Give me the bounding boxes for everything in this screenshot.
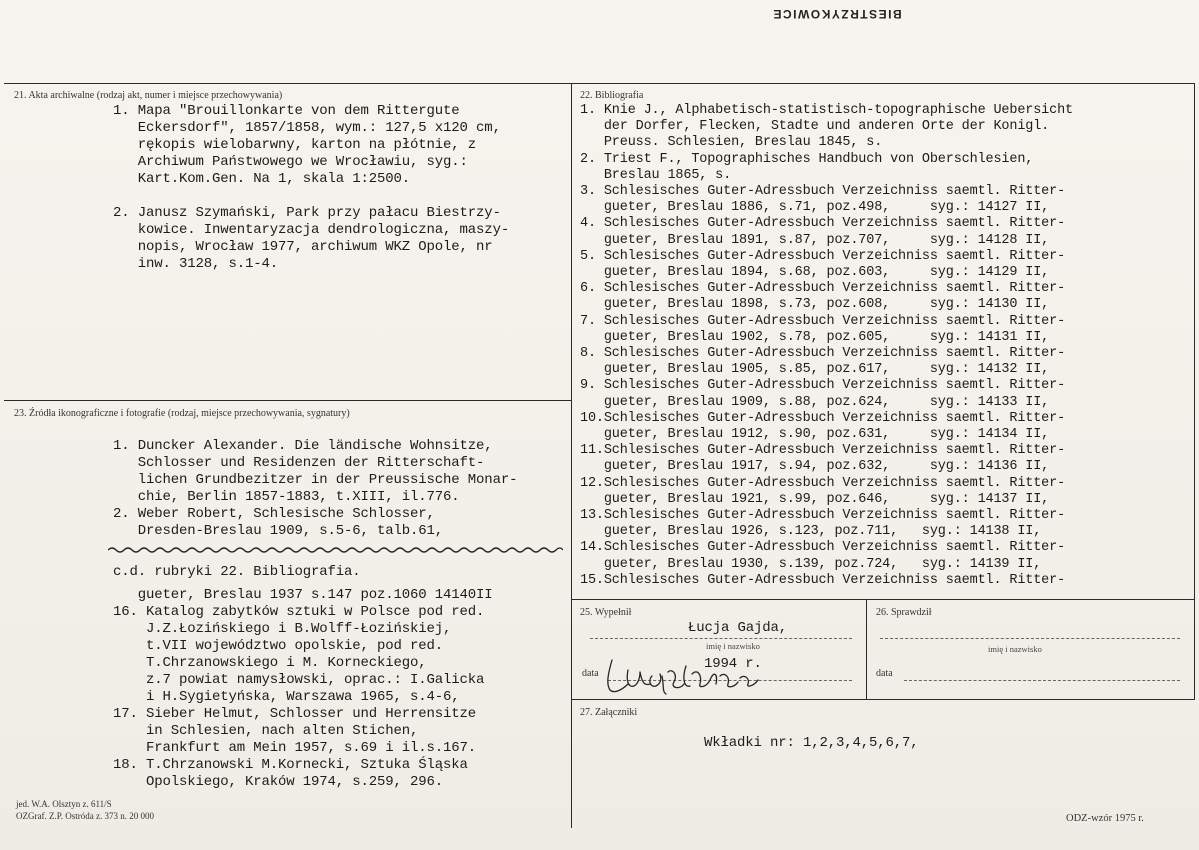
right-border bbox=[1194, 83, 1195, 699]
text-line: 2. Weber Robert, Schlesische Schlosser, bbox=[113, 506, 435, 522]
text-line: gueter, Breslau 1894, s.68, poz.603, syg.: 14129 II, bbox=[580, 265, 1050, 281]
text-line: Dresden-Breslau 1909, s.5-6, talb.61, bbox=[113, 523, 444, 539]
text-line: Opolskiego, Kraków 1974, s.259, 296. bbox=[113, 774, 444, 790]
text-line: 11.Schlesisches Guter-Adressbuch Verzeichniss saemtl. Ritter- bbox=[580, 443, 1066, 459]
text-line: J.Z.Łozińskiego i B.Wolff-Łozińskiej, bbox=[113, 621, 452, 637]
text-line: 15.Schlesisches Guter-Adressbuch Verzeichniss saemtl. Ritter- bbox=[580, 572, 1066, 588]
text-line: 1. Knie J., Alphabetisch-statistisch-topographische Uebersicht bbox=[580, 103, 1073, 118]
text-line: gueter, Breslau 1898, s.73, poz.608, syg.: 14130 II, bbox=[580, 297, 1050, 313]
text-line: der Dorfer, Flecken, Stadte und anderen Orte der Konigl. bbox=[580, 119, 1050, 135]
text-line: chie, Berlin 1857-1883, t.XIII, il.776. bbox=[113, 489, 460, 505]
section23-content bbox=[113, 438, 517, 540]
text-line: 6. Schlesisches Guter-Adressbuch Verzeichniss saemtl. Ritter- bbox=[580, 281, 1066, 297]
text-line: gueter, Breslau 1909, s.88, poz.624, syg.: 14133 II, bbox=[580, 394, 1050, 410]
printer-line-2: OZGraf. Z.P. Ostróda z. 373 n. 20 000 bbox=[16, 811, 154, 821]
text-line: Preuss. Schlesien, Breslau 1845, s. bbox=[580, 135, 883, 151]
signature-image bbox=[598, 640, 768, 698]
text-line: 4. Schlesisches Guter-Adressbuch Verzeichniss saemtl. Ritter- bbox=[580, 216, 1066, 232]
text-line: lichen Grundbezitzer in der Preussische Monar- bbox=[113, 472, 518, 488]
section21-title: 21. Akta archiwalne (rodzaj akt, numer i miejsce przechowywania) bbox=[14, 90, 283, 101]
section25-title: 25. Wypełnił bbox=[580, 607, 632, 618]
text-line: 14.Schlesisches Guter-Adressbuch Verzeichniss saemtl. Ritter- bbox=[580, 540, 1066, 556]
section23-title: 23. Źródła ikonograficzne i fotografie (rodzaj, miejsce przechowywania, sygnatury) bbox=[14, 408, 350, 419]
text-line: 17. Sieber Helmut, Schlosser und Herrensitze bbox=[113, 706, 477, 722]
section26-title: 26. Sprawdził bbox=[876, 607, 932, 618]
text-line: 9. Schlesisches Guter-Adressbuch Verzeichniss saemtl. Ritter- bbox=[580, 378, 1066, 394]
mirrored-header-text: BIESTRZYKOWICE bbox=[772, 7, 902, 21]
text-line: Frankfurt am Mein 1957, s.69 i il.s.167. bbox=[113, 740, 477, 756]
text-line: gueter, Breslau 1937 s.147 poz.1060 14140II bbox=[113, 587, 493, 603]
text-line: gueter, Breslau 1926, s.123, poz.711, syg.: 14138 II, bbox=[580, 524, 1042, 540]
wavy-separator bbox=[108, 545, 563, 555]
continuation-content bbox=[113, 587, 493, 791]
text-line: Schlosser und Residenzen der Ritterschaft- bbox=[113, 455, 485, 471]
section21-content bbox=[113, 103, 509, 273]
text-line: gueter, Breslau 1902, s.78, poz.605, syg.: 14131 II, bbox=[580, 329, 1050, 345]
section25-border bbox=[571, 599, 1195, 600]
center-divider bbox=[571, 83, 572, 828]
section23-border bbox=[4, 400, 571, 401]
text-line: 2. Triest F., Topographisches Handbuch von Oberschlesien, bbox=[580, 151, 1034, 167]
name-caption-25: imię i nazwisko bbox=[706, 641, 760, 651]
text-line: 12.Schlesisches Guter-Adressbuch Verzeichniss saemtl. Ritter- bbox=[580, 475, 1066, 491]
section22-content bbox=[580, 103, 1073, 589]
text-line: 1. Mapa "Brouillonkarte von dem Rittergute bbox=[113, 103, 460, 119]
continuation-heading: c.d. rubryki 22. Bibliografia. bbox=[113, 564, 361, 580]
filled-date: 1994 r. bbox=[704, 656, 762, 672]
text-line: gueter, Breslau 1912, s.90, poz.631, syg.: 14134 II, bbox=[580, 427, 1050, 443]
text-line: 5. Schlesisches Guter-Adressbuch Verzeichniss saemtl. Ritter- bbox=[580, 248, 1066, 264]
text-line: rękopis wielobarwny, karton na płótnie, z bbox=[113, 137, 477, 153]
text-line: 7. Schlesisches Guter-Adressbuch Verzeichniss saemtl. Ritter- bbox=[580, 313, 1066, 329]
text-line: 2. Janusz Szymański, Park przy pałacu Biestrzy- bbox=[113, 205, 501, 221]
text-line: gueter, Breslau 1905, s.85, poz.617, syg.: 14132 II, bbox=[580, 362, 1050, 378]
section25-26-divider bbox=[866, 599, 867, 699]
text-line: 3. Schlesisches Guter-Adressbuch Verzeichniss saemtl. Ritter- bbox=[580, 184, 1066, 200]
text-line: nopis, Wrocław 1977, archiwum WKZ Opole, nr bbox=[113, 239, 493, 255]
section27-border bbox=[571, 699, 1195, 700]
text-line: 1. Duncker Alexander. Die ländische Wohnsitze, bbox=[113, 438, 493, 454]
name-line-26 bbox=[880, 638, 1180, 639]
text-line: t.VII województwo opolskie, pod red. bbox=[113, 638, 444, 654]
date-label-26: data bbox=[876, 668, 893, 679]
section27-title: 27. Załączniki bbox=[580, 707, 638, 718]
text-line bbox=[113, 188, 509, 205]
text-line: Breslau 1865, s. bbox=[580, 167, 732, 183]
text-line: 13.Schlesisches Guter-Adressbuch Verzeichniss saemtl. Ritter- bbox=[580, 508, 1066, 524]
text-line: Eckersdorf", 1857/1858, wym.: 127,5 x120 cm, bbox=[113, 120, 501, 136]
text-line: kowice. Inwentaryzacja dendrologiczna, maszy- bbox=[113, 222, 510, 238]
text-line: T.Chrzanowskiego i M. Korneckiego, bbox=[113, 655, 427, 671]
text-line: Archiwum Państwowego we Wrocławiu, syg.: bbox=[113, 154, 468, 170]
text-line: in Schlesien, nach alten Stichen, bbox=[113, 723, 419, 739]
printer-line-1: jed. W.A. Olsztyn z. 611/S bbox=[16, 799, 112, 809]
name-line-25 bbox=[590, 638, 852, 639]
date-line-26 bbox=[904, 680, 1180, 681]
text-line: 8. Schlesisches Guter-Adressbuch Verzeichniss saemtl. Ritter- bbox=[580, 346, 1066, 362]
text-line: Kart.Kom.Gen. Na 1, skala 1:2500. bbox=[113, 171, 411, 187]
date-label-25: data bbox=[582, 668, 599, 679]
text-line: 18. T.Chrzanowski M.Kornecki, Sztuka Śląska bbox=[113, 757, 468, 773]
text-line: inw. 3128, s.1-4. bbox=[113, 256, 279, 272]
text-line: 16. Katalog zabytków sztuki w Polsce pod red. bbox=[113, 604, 485, 620]
text-line: gueter, Breslau 1930, s.139, poz.724, syg.: 14139 II, bbox=[580, 556, 1042, 572]
text-line: gueter, Breslau 1921, s.99, poz.646, syg.: 14137 II, bbox=[580, 491, 1050, 507]
text-line: gueter, Breslau 1891, s.87, poz.707, syg.: 14128 II, bbox=[580, 232, 1050, 248]
text-line: gueter, Breslau 1917, s.94, poz.632, syg.: 14136 II, bbox=[580, 459, 1050, 475]
form-id: ODZ-wzór 1975 r. bbox=[1066, 813, 1144, 824]
top-border bbox=[4, 83, 1195, 84]
text-line: z.7 powiat namysłowski, oprac.: I.Galicka bbox=[113, 672, 485, 688]
text-line: gueter, Breslau 1886, s.71, poz.498, syg.: 14127 II, bbox=[580, 200, 1050, 216]
attachments-value: Wkładki nr: 1,2,3,4,5,6,7, bbox=[704, 735, 919, 751]
text-line: 10.Schlesisches Guter-Adressbuch Verzeichniss saemtl. Ritter- bbox=[580, 410, 1066, 426]
section22-title: 22. Bibliografia bbox=[580, 90, 644, 101]
name-caption-26: imię i nazwisko bbox=[988, 644, 1042, 654]
filled-by-name: Łucja Gajda, bbox=[688, 620, 788, 636]
text-line: i H.Sygietyńska, Warszawa 1965, s.4-6, bbox=[113, 689, 460, 705]
